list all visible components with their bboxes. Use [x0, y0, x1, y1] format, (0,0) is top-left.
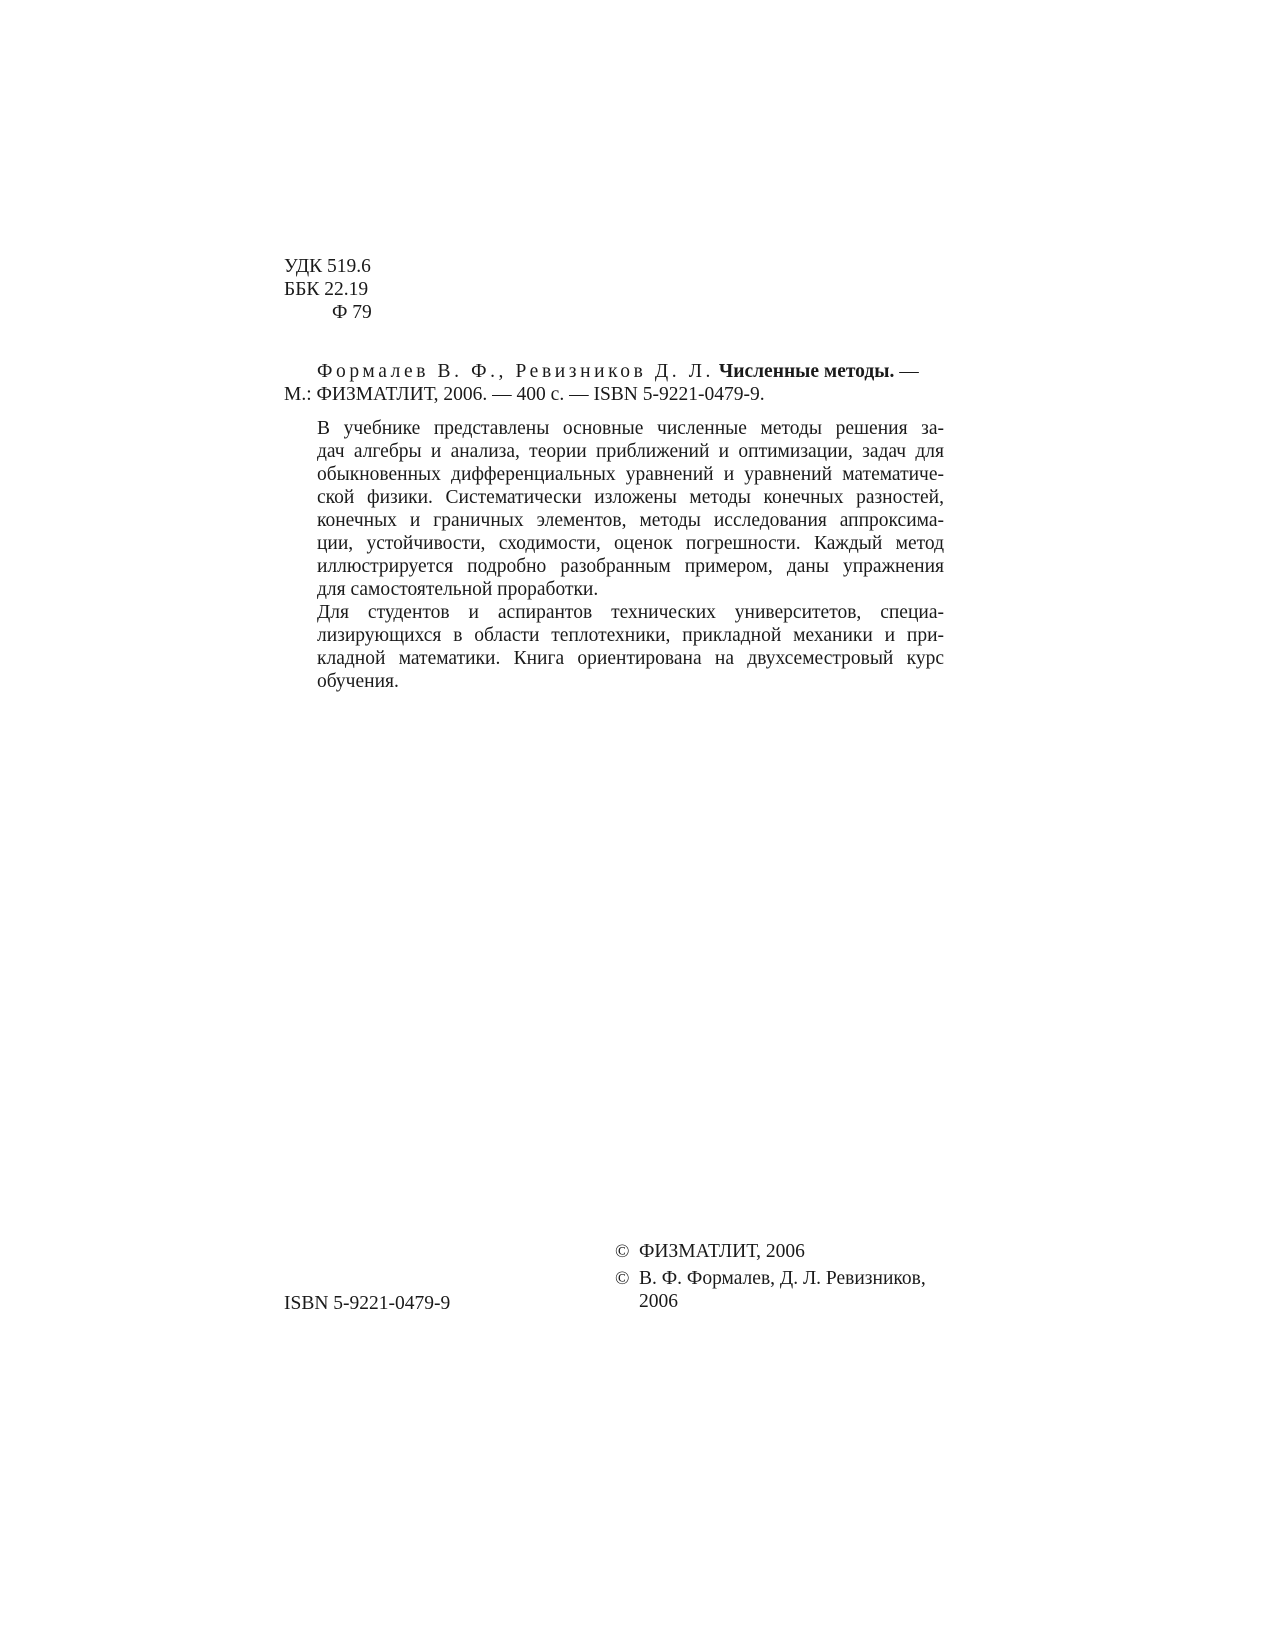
abstract-line: обучения.	[317, 671, 399, 692]
copyright-block	[615, 1240, 945, 1317]
abstract-paragraph	[284, 417, 944, 601]
author-mark: Ф 79	[332, 302, 372, 323]
abstract-line: конечных и граничных элементов, методы исследования аппроксима-	[317, 510, 944, 531]
abstract	[284, 417, 944, 693]
abstract-line: для самостоятельной проработки.	[317, 579, 599, 600]
bibliographic-record	[284, 360, 944, 406]
abstract-line: дач алгебры и анализа, теории приближений и оптимизации, задач для	[317, 441, 944, 462]
copyright-icon: ©	[615, 1241, 630, 1262]
abstract-line: иллюстрируется подробно разобранным примером, даны упражнения	[317, 556, 944, 577]
bibliographic-line-1	[284, 360, 944, 383]
bbk-code: ББК 22.19	[284, 279, 369, 300]
abstract-line: В учебнике представлены основные численные методы решения за-	[317, 418, 944, 439]
copyright-publisher	[615, 1240, 945, 1263]
imprint: М.: ФИЗМАТЛИТ, 2006. — 400 с. — ISBN 5-9221-0479-9.	[284, 384, 765, 405]
copyright-icon: ©	[615, 1268, 630, 1289]
abstract-line: обыкновенных дифференциальных уравнений и уравнений математиче-	[317, 464, 944, 485]
isbn: ISBN 5-9221-0479-9	[284, 1293, 451, 1314]
book-title: Численные методы.	[718, 361, 895, 382]
authors: Формалев В. Ф., Ревизников Д. Л.	[317, 361, 715, 382]
udk-code: УДК 519.6	[284, 256, 371, 277]
abstract-line: кладной математики. Книга ориентирована на двухсеместровый курс	[317, 648, 944, 669]
abstract-line: Для студентов и аспирантов технических университетов, специа-	[317, 602, 944, 623]
abstract-line: лизирующихся в области теплотехники, прикладной механики и при-	[317, 625, 944, 646]
classification-block	[284, 255, 484, 324]
abstract-line: ской физики. Систематически изложены методы конечных разностей,	[317, 487, 944, 508]
audience-paragraph	[284, 601, 944, 693]
abstract-line: ции, устойчивости, сходимости, оценок погрешности. Каждый метод	[317, 533, 944, 554]
copyright-text: ФИЗМАТЛИТ, 2006	[639, 1241, 805, 1262]
title-dash: —	[899, 361, 919, 382]
copyright-text: В. Ф. Формалев, Д. Л. Ревизников, 2006	[639, 1268, 926, 1312]
copyright-authors	[615, 1267, 945, 1313]
